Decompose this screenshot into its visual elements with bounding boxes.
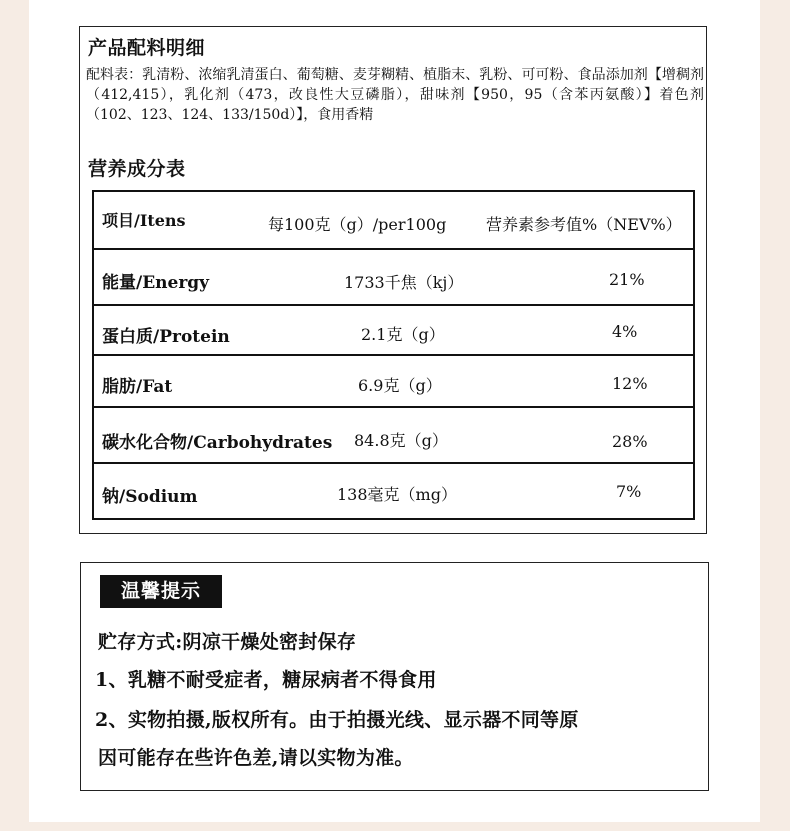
row-item: 蛋白质/Protein (102, 327, 230, 347)
table-row (94, 408, 693, 464)
row-nrv: 21% (609, 270, 645, 289)
table-header-row (94, 192, 693, 250)
row-per100g: 1733千焦（kj） (344, 273, 464, 292)
ingredients-nutrition-panel (79, 26, 707, 534)
row-item: 脂肪/Fat (102, 377, 173, 397)
tips-badge: 温馨提示 (100, 575, 222, 608)
tips-panel (80, 562, 709, 791)
ingredients-title: 产品配料明细 (88, 37, 206, 59)
row-item: 碳水化合物/Carbohydrates (102, 433, 333, 453)
row-nrv: 28% (612, 432, 648, 451)
nutrition-title: 营养成分表 (88, 158, 186, 180)
header-nrv: 营养素参考值%（NEV%） (486, 215, 682, 234)
table-row (94, 464, 693, 518)
header-item: 项目/Itens (102, 211, 186, 230)
row-nrv: 12% (612, 374, 648, 393)
row-per100g: 6.9克（g） (358, 376, 442, 395)
table-row (94, 356, 693, 408)
header-per100g: 每100克（g）/per100g (268, 215, 447, 234)
row-nrv: 7% (616, 482, 642, 501)
row-item: 能量/Energy (102, 273, 210, 293)
table-row (94, 306, 693, 356)
row-per100g: 2.1克（g） (361, 325, 445, 344)
row-nrv: 4% (612, 322, 638, 341)
tip-storage: 贮存方式:阴凉干燥处密封保存 (98, 631, 357, 653)
nutrition-table (92, 190, 695, 520)
ingredients-text: 配料表：乳清粉、浓缩乳清蛋白、葡萄糖、麦芽糊精、植脂末、乳粉、可可粉、食品添加剂【增稠剂（412,415），乳化剂（473，改良性大豆磷脂），甜味剂【950，95（含苯丙氨酸）】着色剂（102、123、124、133/150d）】，食用香精 (86, 67, 704, 123)
row-per100g: 84.8克（g） (354, 431, 448, 450)
row-per100g: 138毫克（mg） (337, 485, 457, 504)
tip-line-1: 1、乳糖不耐受症者，糖尿病者不得食用 (95, 669, 437, 691)
tip-line-2: 2、实物拍摄,版权所有。由于拍摄光线、显示器不同等原 (95, 709, 579, 731)
table-row (94, 250, 693, 306)
tip-line-3: 因可能存在些许色差,请以实物为准。 (98, 747, 414, 769)
row-item: 钠/Sodium (102, 487, 198, 507)
